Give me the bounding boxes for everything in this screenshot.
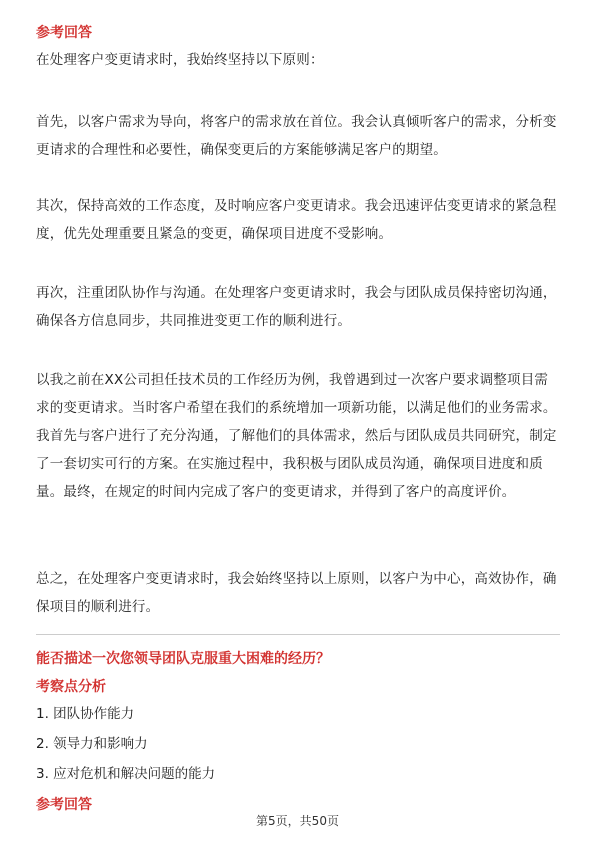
answer-paragraph: 首先，以客户需求为导向，将客户的需求放在首位。我会认真倾听客户的需求，分析变更请求的合理性和必要性，确保变更后的方案能够满足客户的期望。 [36,114,557,158]
question-title: 能否描述一次您领导团队克服重大困难的经历？ [36,651,330,667]
section-divider [36,634,560,635]
answer-paragraph: 在处理客户变更请求时，我始终坚持以下原则： [36,52,324,68]
analysis-point: 1. 团队协作能力 [36,706,135,722]
page-number: 第5页，共50页 [256,814,339,828]
answer-paragraph: 再次，注重团队协作与沟通。在处理客户变更请求时，我会与团队成员保持密切沟通，确保各方信息同步，共同推进变更工作的顺利进行。 [36,285,557,329]
analysis-point: 2. 领导力和影响力 [36,736,148,752]
analysis-point: 3. 应对危机和解决问题的能力 [36,766,216,782]
answer-heading: 参考回答 [36,797,92,813]
answer-paragraph: 总之，在处理客户变更请求时，我会始终坚持以上原则，以客户为中心，高效协作，确保项目的顺利进行。 [36,571,557,615]
answer-paragraph: 以我之前在XX公司担任技术员的工作经历为例，我曾遇到过一次客户要求调整项目需求的变更请求。当时客户希望在我们的系统增加一项新功能，以满足他们的业务需求。我首先与客户进行了充分沟通，了解他们的具体需求，然后与团队成员共同研究，制定了一套切实可行的方案。在实施过程中，我积极与团队成员沟通，确保项目进度和质量。最终，在规定的时间内完成了客户的变更请求，并得到了客户的高度评价。 [36,372,557,500]
answer-heading: 参考回答 [36,25,92,41]
answer-paragraph: 其次，保持高效的工作态度，及时响应客户变更请求。我会迅速评估变更请求的紧急程度，优先处理重要且紧急的变更，确保项目进度不受影响。 [36,198,557,242]
analysis-heading: 考察点分析 [36,679,106,695]
